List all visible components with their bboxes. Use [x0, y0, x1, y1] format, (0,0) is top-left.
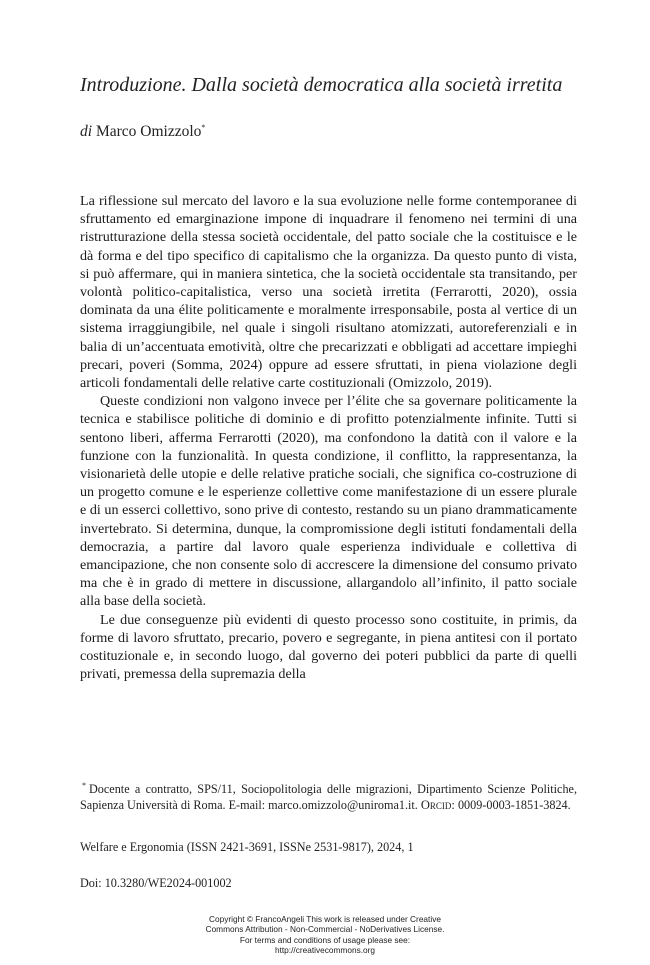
license-line-3: For terms and conditions of usage please see:	[239, 934, 411, 945]
orcid-value: 0009-0003-1851-3824.	[457, 797, 571, 812]
author-footnote	[80, 778, 577, 813]
author-prefix: di	[80, 123, 93, 141]
orcid-label: Orcid:	[420, 797, 455, 812]
article-title: Introduzione. Dalla società democratica alla società irretita	[80, 74, 563, 96]
doi-line: Doi: 10.3280/WE2024-001002	[80, 876, 232, 890]
footnote-text: Docente a contratto, SPS/11, Sociopolitologia delle migrazioni, Dipartimento Scienze Politiche, Sapienza Università di Roma. E-mail: marco.omizzolo@uniroma1.it.	[80, 782, 577, 812]
body-paragraph-2: Queste condizioni non valgono invece per l’élite che sa governare politicamente la tecnica e stabilisce politiche di dominio e di profitto potenzialmente infinite. Tutti si sentono liberi, afferma Ferrarotti (2020), ma confondono la datità con il valore e la funzione con la funzionalità. In questa condizione, il conflitto, la rappresentanza, la visionarietà delle utopie e delle relative pratiche sociali, che significa co-costruzione di un progetto comune e le esperienze collettive come manifestazione di un essere plurale e di un esserci collettivo, sono prive di contesto, restando su un piano drammaticamente invertebrato. Si determina, dunque, la compromissione degli istituti fondamentali della democrazia, a partire dal lavoro quale esperienza individuale e collettiva di emancipazione, che non consente solo di accrescere la dimensione del consumo privato ma che è in grado di mettere in discussione, allargandolo all’infinito, il patto sociale alla base della società.	[80, 393, 577, 610]
license-line-2: Commons Attribution - Non-Commercial - NoDerivatives License.	[205, 924, 445, 935]
body-paragraph-3: Le due conseguenze più evidenti di questo processo sono costituite, in primis, da forme di lavoro sfruttato, precario, povero e segregante, in piena antitesi con il portato costituzionale e, in secondo luogo, dal governo dei poteri pubblici da parte di quelli privati, premessa della supremazia della	[80, 611, 577, 683]
author-line	[80, 118, 205, 142]
license-line-4: http://creativecommons.org	[274, 945, 376, 956]
author-footnote-mark: *	[201, 123, 206, 132]
author-name: Marco Omizzolo	[95, 123, 202, 141]
journal-info: Welfare e Ergonomia (ISSN 2421-3691, ISSNe 2531-9817), 2024, 1	[80, 840, 414, 854]
body-paragraph-1: La riflessione sul mercato del lavoro e la sua evoluzione nelle forme contemporanee di sfruttamento ed emarginazione impone di inquadrare il fenomeno nei termini di una ristrutturazione della stessa società occidentale, del patto sociale che la costituisce e le dà forma e del tipo specifico di capitalismo che la organizza. Da questo punto di vista, si può affermare, qui in maniera sintetica, che la società occidentale sta transitando, per volontà politico-capitalistica, verso una società irretita (Ferrarotti, 2020), ossia dominata da una élite politicamente e moralmente irresponsabile, posta al vertice di un sistema irraggiungibile, nel quale i singoli risultano atomizzati, autoreferenziali e in balia di un’accentuata emotività, oltre che precarizzati e obbligati ad accettare impieghi precari, poveri (Somma, 2024) oppure ad essere sfruttati, in piena violazione degli articoli fondamentali delle relative carte costituzionali (Omizzolo, 2019).	[80, 193, 577, 392]
article-body	[80, 192, 577, 683]
license-notice	[150, 914, 500, 956]
footnote-mark: *	[82, 781, 86, 790]
license-line-1: Copyright © FrancoAngeli This work is released under Creative	[209, 914, 441, 924]
